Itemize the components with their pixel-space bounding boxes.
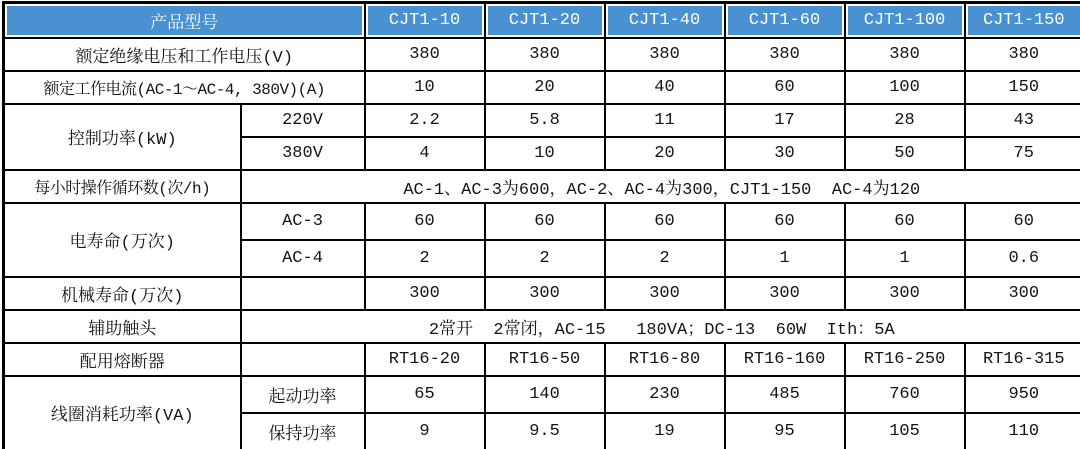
coil-power-hold-value: 9 [365,413,485,449]
header-model-cjt1-100: CJT1-100 [845,3,965,39]
rated-current-value: 100 [845,71,965,104]
rated-current-value: 20 [485,71,605,104]
row-cycles-per-hour [4,170,1080,203]
header-model-cjt1-40: CJT1-40 [605,3,725,39]
mechanical-life-label: 机械寿命(万次) [4,277,241,310]
mechanical-life-value: 300 [965,277,1080,310]
row-fuse [4,343,1080,376]
control-power-380v-value: 75 [965,137,1080,170]
rated-current-value: 10 [365,71,485,104]
rated-current-value: 40 [605,71,725,104]
mechanical-life-value: 300 [725,277,845,310]
control-power-380v-sublabel: 380V [241,137,365,170]
coil-power-start-value: 65 [365,376,485,413]
coil-power-start-value: 950 [965,376,1080,413]
control-power-label: 控制功率(kW) [4,104,241,170]
electrical-life-ac4-value: 1 [845,240,965,277]
electrical-life-ac4-value: 2 [365,240,485,277]
electrical-life-ac4-sublabel: AC-4 [241,240,365,277]
coil-power-hold-value: 105 [845,413,965,449]
rated-current-label: 额定工作电流(AC-1～AC-4, 380V)(A) [4,71,365,104]
header-model-cjt1-60: CJT1-60 [725,3,845,39]
electrical-life-ac3-value: 60 [845,203,965,240]
row-coil-power-start [4,376,1080,413]
control-power-220v-value: 17 [725,104,845,137]
control-power-220v-value: 28 [845,104,965,137]
insulation-voltage-label: 额定绝缘电压和工作电压(V) [4,38,365,71]
fuse-value: RT16-80 [605,343,725,376]
electrical-life-ac4-value: 2 [485,240,605,277]
electrical-life-ac3-sublabel: AC-3 [241,203,365,240]
coil-power-hold-value: 19 [605,413,725,449]
control-power-380v-value: 50 [845,137,965,170]
electrical-life-ac3-value: 60 [605,203,725,240]
row-control-power-220v [4,104,1080,137]
coil-power-start-sublabel: 起动功率 [241,376,365,413]
control-power-220v-sublabel: 220V [241,104,365,137]
mechanical-life-value: 300 [605,277,725,310]
spec-table [2,1,1080,449]
electrical-life-ac3-value: 60 [725,203,845,240]
electrical-life-ac4-value: 0.6 [965,240,1080,277]
control-power-220v-value: 5.8 [485,104,605,137]
electrical-life-ac3-value: 60 [365,203,485,240]
electrical-life-ac3-value: 60 [965,203,1080,240]
fuse-value: RT16-20 [365,343,485,376]
row-electrical-life-ac3 [4,203,1080,240]
mechanical-life-value: 300 [365,277,485,310]
aux-contacts-value: 2常开 2常闭，AC-15 180VA；DC-13 60W Ith：5A [241,310,1080,343]
coil-power-hold-value: 9.5 [485,413,605,449]
empty-cell [241,343,365,376]
aux-contacts-label: 辅助触头 [4,310,241,343]
control-power-380v-value: 4 [365,137,485,170]
control-power-380v-value: 10 [485,137,605,170]
electrical-life-ac4-value: 1 [725,240,845,277]
coil-power-start-value: 760 [845,376,965,413]
fuse-value: RT16-315 [965,343,1080,376]
header-model-cjt1-20: CJT1-20 [485,3,605,39]
header-product-model: 产品型号 [4,3,365,39]
mechanical-life-value: 300 [845,277,965,310]
header-row [4,3,1080,39]
empty-cell [241,277,365,310]
coil-power-hold-value: 95 [725,413,845,449]
header-model-cjt1-10: CJT1-10 [365,3,485,39]
fuse-value: RT16-160 [725,343,845,376]
fuse-value: RT16-250 [845,343,965,376]
coil-power-start-value: 140 [485,376,605,413]
control-power-380v-value: 20 [605,137,725,170]
mechanical-life-value: 300 [485,277,605,310]
cycles-per-hour-value: AC-1、AC-3为600，AC-2、AC-4为300，CJT1-150 AC-4为120 [241,170,1080,203]
fuse-value: RT16-50 [485,343,605,376]
row-rated-current [4,71,1080,104]
coil-power-hold-sublabel: 保持功率 [241,413,365,449]
row-mechanical-life [4,277,1080,310]
insulation-voltage-value: 380 [845,38,965,71]
coil-power-label: 线圈消耗功率(VA) [4,376,241,449]
insulation-voltage-value: 380 [365,38,485,71]
coil-power-start-value: 485 [725,376,845,413]
coil-power-hold-value: 110 [965,413,1080,449]
insulation-voltage-value: 380 [605,38,725,71]
control-power-220v-value: 2.2 [365,104,485,137]
control-power-380v-value: 30 [725,137,845,170]
header-model-cjt1-150: CJT1-150 [965,3,1080,39]
rated-current-value: 150 [965,71,1080,104]
control-power-220v-value: 11 [605,104,725,137]
insulation-voltage-value: 380 [965,38,1080,71]
insulation-voltage-value: 380 [725,38,845,71]
row-insulation-voltage [4,38,1080,71]
electrical-life-ac4-value: 2 [605,240,725,277]
electrical-life-ac3-value: 60 [485,203,605,240]
row-aux-contacts [4,310,1080,343]
insulation-voltage-value: 380 [485,38,605,71]
control-power-220v-value: 43 [965,104,1080,137]
rated-current-value: 60 [725,71,845,104]
coil-power-start-value: 230 [605,376,725,413]
cycles-per-hour-label: 每小时操作循环数(次/h) [4,170,241,203]
electrical-life-label: 电寿命(万次) [4,203,241,277]
fuse-label: 配用熔断器 [4,343,241,376]
